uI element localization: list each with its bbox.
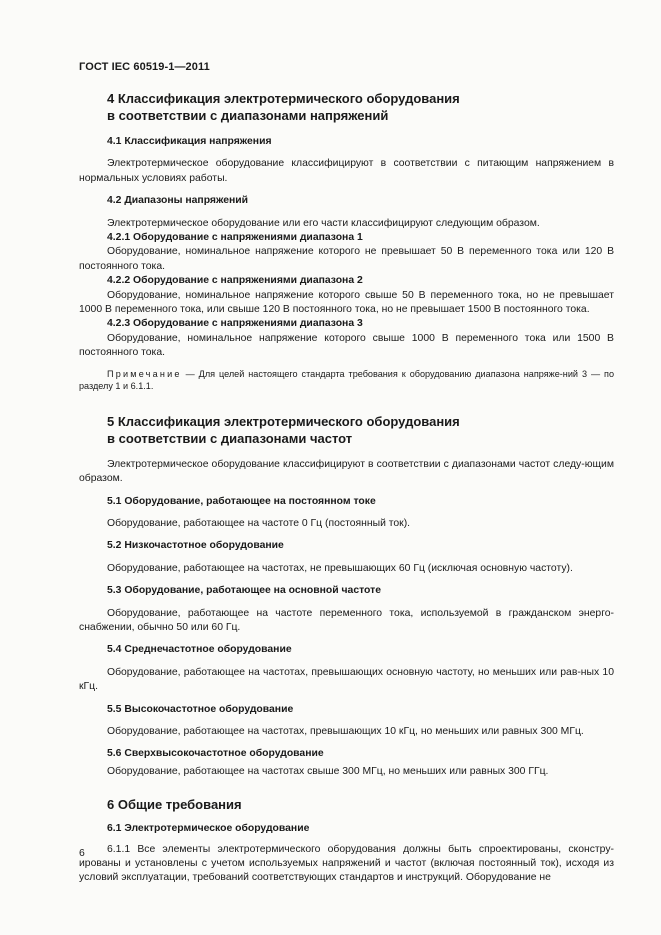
section-5-5-text: Оборудование, работающее на частотах, превышающих 10 кГц, но меньших или равных 300 МГц. xyxy=(107,725,584,737)
section-5-2-text: Оборудование, работающее на частотах, не превышающих 60 Гц (исключая основную частоту). xyxy=(107,562,573,574)
section-4-2-2-text: Оборудование, номинальное напряжение которого свыше 50 В переменного тока, но не превышает 1000 В переменного тока, или свыше 120 В постоянного тока, но не превышает 1500 В постоянного тока. xyxy=(79,289,614,316)
section-6-1-1-text: 6.1.1 Все элементы электротермического оборудования должны быть спроектированы, сконстру-ированы и установлены с учетом используемых напряжений и частот (включая постоянный ток), исходя из условий эксплуатации, требований соответствующих стандартов и инструкций. Оборудование не xyxy=(79,843,614,884)
section-4-2-3-text: Оборудование, номинальное напряжение которого свыше 1000 В переменного тока или 1500 В постоянного тока. xyxy=(79,332,614,359)
section-5-3-title: 5.3 Оборудование, работающее на основной частоте xyxy=(107,585,382,597)
page-number: 6 xyxy=(79,848,85,859)
section-5-1-title: 5.1 Оборудование, работающее на постоянном токе xyxy=(107,495,376,507)
section-5-3-text: Оборудование, работающее на частоте переменного тока, используемой в гражданском энерго-снабжении, обычно 50 или 60 Гц. xyxy=(79,607,614,633)
section-6-title: 6 Общие требования xyxy=(107,797,242,813)
note xyxy=(79,368,614,393)
section-4-1-title: 4.1 Классификация напряжения xyxy=(107,136,272,147)
section-5-6-text: Оборудование, работающее на частотах свыше 300 МГц, но меньших или равных 300 ГГц. xyxy=(107,765,549,777)
section-4-2-title: 4.2 Диапазоны напряжений xyxy=(107,195,249,207)
section-4-2-1-title: 4.2.1 Оборудование с напряжениями диапазона 1 xyxy=(107,232,363,244)
section-5-2-title: 5.2 Низкочастотное оборудование xyxy=(107,540,284,552)
note-label: Примечание xyxy=(107,368,182,379)
section-5-intro: Электротермическое оборудование классифицируют в соответствии с диапазонами частот следу-ющим образом. xyxy=(79,458,614,485)
section-4-1-text: Электротермическое оборудование классифицируют в соответствии с питающим напряжением в нормальных условиях работы. xyxy=(79,158,614,184)
section-5-title-line-1: 5 Классификация электротермического оборудования xyxy=(107,413,460,429)
section-4-title xyxy=(79,90,614,124)
section-4-title-line-1: 4 Классификация электротермического оборудования xyxy=(107,91,460,106)
section-5-5-title: 5.5 Высокочастотное оборудование xyxy=(107,703,294,715)
section-4-2-1-text: Оборудование, номинальное напряжение которого не превышает 50 В переменного тока или 120 В постоянного тока. xyxy=(79,246,614,272)
section-5-title-line-2: в соответствии с диапазонами частот xyxy=(107,430,353,446)
section-5-4-text: Оборудование, работающее на частотах, превышающих основную частоту, но меньших или рав-ных 10 кГц. xyxy=(79,666,614,693)
section-5-6-title: 5.6 Сверхвысокочастотное оборудование xyxy=(107,748,324,760)
standard-header: ГОСТ IEC 60519-1—2011 xyxy=(79,61,210,73)
section-4-title-line-2: в соответствии с диапазонами напряжений xyxy=(107,108,389,123)
section-5-4-title: 5.4 Среднечастотное оборудование xyxy=(107,644,292,656)
section-4-2-text: Электротермическое оборудование или его части классифицируют следующим образом. xyxy=(107,217,540,229)
section-6-1-title: 6.1 Электротермическое оборудование xyxy=(107,823,310,835)
section-5-title xyxy=(79,413,614,447)
section-4-2-2-title: 4.2.2 Оборудование с напряжениями диапазона 2 xyxy=(107,275,363,287)
page-content xyxy=(79,90,614,886)
note-text: — Для целей настоящего стандарта требования к оборудованию диапазона напряже-ний 3 — по разделу 1 и 6.1.1. xyxy=(79,368,614,392)
section-4-2-3-title: 4.2.3 Оборудование с напряжениями диапазона 3 xyxy=(107,318,363,330)
section-5-1-text: Оборудование, работающее на частоте 0 Гц (постоянный ток). xyxy=(107,517,411,529)
